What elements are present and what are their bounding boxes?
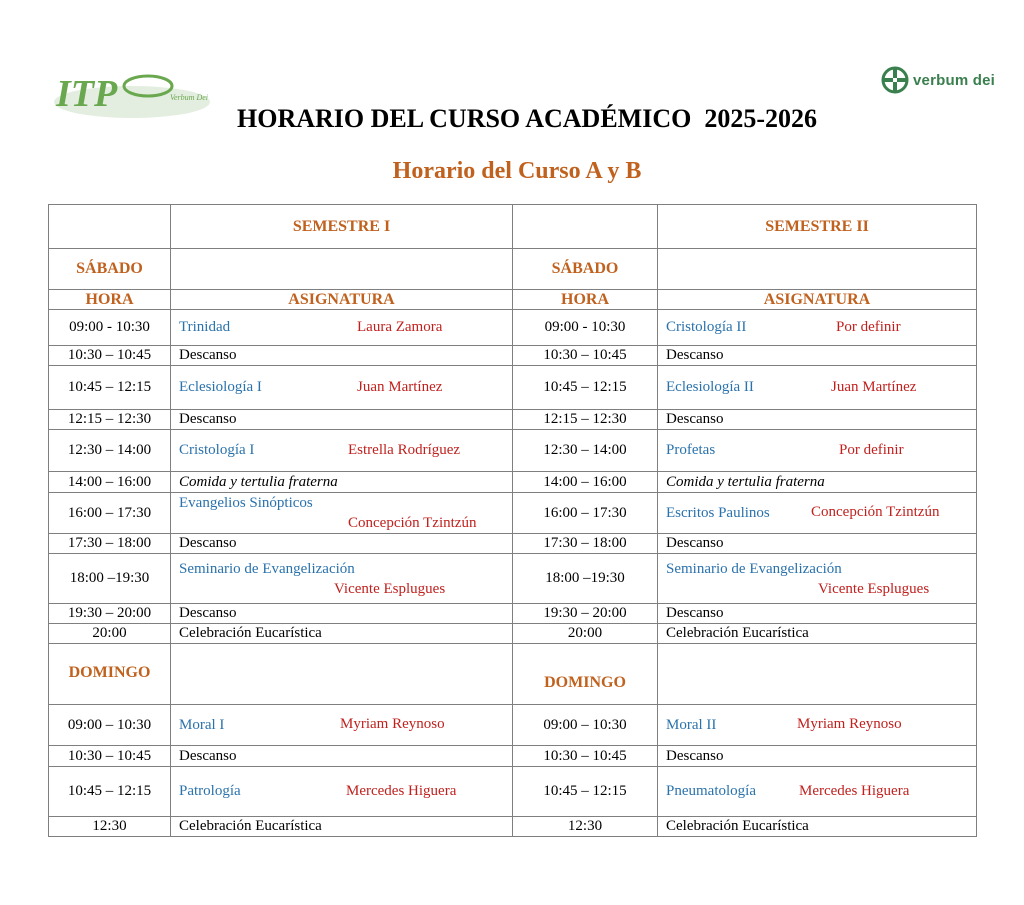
hour-heading: HORA (49, 290, 171, 310)
subject-name: Seminario de Evangelización (179, 560, 355, 577)
time-cell: 14:00 – 16:00 (49, 472, 171, 493)
activity-cell: Descanso (658, 604, 977, 624)
empty-cell (171, 644, 513, 705)
subject-name: Eclesiología I (179, 379, 262, 395)
subject-cell (658, 366, 977, 410)
time-cell: 09:00 – 10:30 (49, 705, 171, 746)
table-row (49, 366, 977, 410)
time-cell: 10:30 – 10:45 (513, 346, 658, 366)
empty-cell (513, 205, 658, 249)
subject-cell (171, 767, 513, 817)
table-row (49, 554, 977, 604)
table-row (49, 624, 977, 644)
teacher-name: Concepción Tzintzún (811, 504, 940, 520)
activity-cell: Comida y tertulia fraterna (658, 472, 977, 493)
teacher-name: Estrella Rodríguez (348, 442, 461, 458)
time-cell: 14:00 – 16:00 (513, 472, 658, 493)
table-row (49, 817, 977, 837)
page-subtitle: Horario del Curso A y B (392, 158, 642, 184)
subject-name: Seminario de Evangelización (666, 560, 842, 577)
time-cell: 19:30 – 20:00 (513, 604, 658, 624)
time-cell: 18:00 –19:30 (513, 554, 658, 604)
empty-cell (171, 249, 513, 290)
teacher-name: Por definir (839, 442, 904, 458)
table-row (49, 310, 977, 346)
activity-cell: Descanso (658, 534, 977, 554)
table-row (49, 410, 977, 430)
time-cell: 16:00 – 17:30 (49, 493, 171, 534)
subject-cell (171, 554, 513, 604)
subject-name: Cristología II (666, 319, 747, 335)
teacher-name: Myriam Reynoso (340, 716, 445, 732)
schedule-table (48, 204, 977, 837)
empty-cell (49, 205, 171, 249)
activity-cell: Descanso (658, 410, 977, 430)
time-cell: 10:30 – 10:45 (49, 346, 171, 366)
activity-cell: Descanso (658, 746, 977, 767)
sunday-label: DOMINGO (49, 644, 171, 705)
table-row (49, 767, 977, 817)
table-row (49, 493, 977, 534)
logo-left-small-text: Verbum Dei (170, 93, 208, 102)
time-cell: 10:30 – 10:45 (49, 746, 171, 767)
activity-cell: Descanso (171, 410, 513, 430)
table-row (49, 472, 977, 493)
time-cell: 10:30 – 10:45 (513, 746, 658, 767)
table-row (49, 746, 977, 767)
teacher-name: Myriam Reynoso (797, 716, 902, 732)
subject-cell (658, 705, 977, 746)
saturday-label: SÁBADO (49, 249, 171, 290)
subject-cell (658, 493, 977, 534)
time-cell: 12:30 – 14:00 (513, 430, 658, 472)
empty-cell (658, 644, 977, 705)
subject-cell (171, 705, 513, 746)
teacher-name: Mercedes Higuera (799, 783, 910, 799)
subject-name: Escritos Paulinos (666, 504, 770, 521)
activity-cell: Descanso (171, 604, 513, 624)
time-cell: 18:00 –19:30 (49, 554, 171, 604)
table-row (49, 346, 977, 366)
teacher-name: Laura Zamora (357, 319, 443, 335)
subject-name: Moral I (179, 716, 225, 733)
activity-cell: Descanso (658, 346, 977, 366)
verbum-dei-logo (881, 64, 995, 96)
subject-name: Moral II (666, 716, 717, 733)
teacher-name: Por definir (836, 319, 901, 335)
semester-row (49, 205, 977, 249)
empty-cell (658, 249, 977, 290)
subject-name: Eclesiología II (666, 379, 754, 395)
activity-cell: Descanso (171, 534, 513, 554)
subject-cell (658, 310, 977, 346)
subject-name: Pneumatología (666, 783, 756, 799)
activity-cell: Celebración Eucarística (171, 817, 513, 837)
logo-right-text: verbum dei (913, 71, 996, 89)
subject-heading: ASIGNATURA (171, 290, 513, 310)
time-cell: 12:30 (513, 817, 658, 837)
subject-name: Trinidad (179, 319, 231, 335)
subject-cell (171, 430, 513, 472)
subject-name: Evangelios Sinópticos (179, 495, 313, 511)
activity-cell: Celebración Eucarística (171, 624, 513, 644)
subject-cell (658, 430, 977, 472)
time-cell: 12:30 (49, 817, 171, 837)
time-cell: 17:30 – 18:00 (513, 534, 658, 554)
subject-cell (658, 767, 977, 817)
saturday-row (49, 249, 977, 290)
activity-cell: Comida y tertulia fraterna (171, 472, 513, 493)
time-cell: 09:00 - 10:30 (513, 310, 658, 346)
cross-emblem-icon (881, 66, 909, 94)
column-header-row (49, 290, 977, 310)
saturday-label: SÁBADO (513, 249, 658, 290)
time-cell: 12:15 – 12:30 (513, 410, 658, 430)
activity-cell: Celebración Eucarística (658, 817, 977, 837)
subject-name: Profetas (666, 442, 716, 458)
time-cell: 20:00 (513, 624, 658, 644)
time-cell: 16:00 – 17:30 (513, 493, 658, 534)
activity-cell: Celebración Eucarística (658, 624, 977, 644)
teacher-name: Mercedes Higuera (346, 783, 457, 799)
table-row (49, 430, 977, 472)
time-cell: 09:00 – 10:30 (513, 705, 658, 746)
subject-cell (658, 554, 977, 604)
sunday-label: DOMINGO (513, 644, 658, 705)
subject-heading: ASIGNATURA (658, 290, 977, 310)
table-row (49, 534, 977, 554)
time-cell: 12:15 – 12:30 (49, 410, 171, 430)
teacher-name: Vicente Esplugues (334, 580, 446, 597)
semester-1-heading: SEMESTRE I (171, 205, 513, 249)
table-row (49, 705, 977, 746)
subject-cell (171, 310, 513, 346)
sunday-row (49, 644, 977, 705)
subject-cell (171, 366, 513, 410)
semester-2-heading: SEMESTRE II (658, 205, 977, 249)
teacher-name: Juan Martínez (831, 379, 917, 395)
teacher-name: Vicente Esplugues (818, 580, 930, 597)
teacher-name: Juan Martínez (357, 379, 443, 395)
page-title: HORARIO DEL CURSO ACADÉMICO 2025-2026 (237, 104, 817, 133)
time-cell: 20:00 (49, 624, 171, 644)
time-cell: 10:45 – 12:15 (49, 767, 171, 817)
subject-name: Cristología I (179, 442, 255, 458)
activity-cell: Descanso (171, 746, 513, 767)
hour-heading: HORA (513, 290, 658, 310)
activity-cell: Descanso (171, 346, 513, 366)
subject-name: Patrología (179, 783, 241, 799)
time-cell: 19:30 – 20:00 (49, 604, 171, 624)
teacher-name: Concepción Tzintzún (348, 515, 477, 531)
logo-left-text: ITP (56, 73, 118, 115)
table-row (49, 604, 977, 624)
time-cell: 10:45 – 12:15 (513, 767, 658, 817)
time-cell: 10:45 – 12:15 (49, 366, 171, 410)
time-cell: 10:45 – 12:15 (513, 366, 658, 410)
time-cell: 09:00 - 10:30 (49, 310, 171, 346)
time-cell: 17:30 – 18:00 (49, 534, 171, 554)
time-cell: 12:30 – 14:00 (49, 430, 171, 472)
subject-cell (171, 493, 513, 534)
